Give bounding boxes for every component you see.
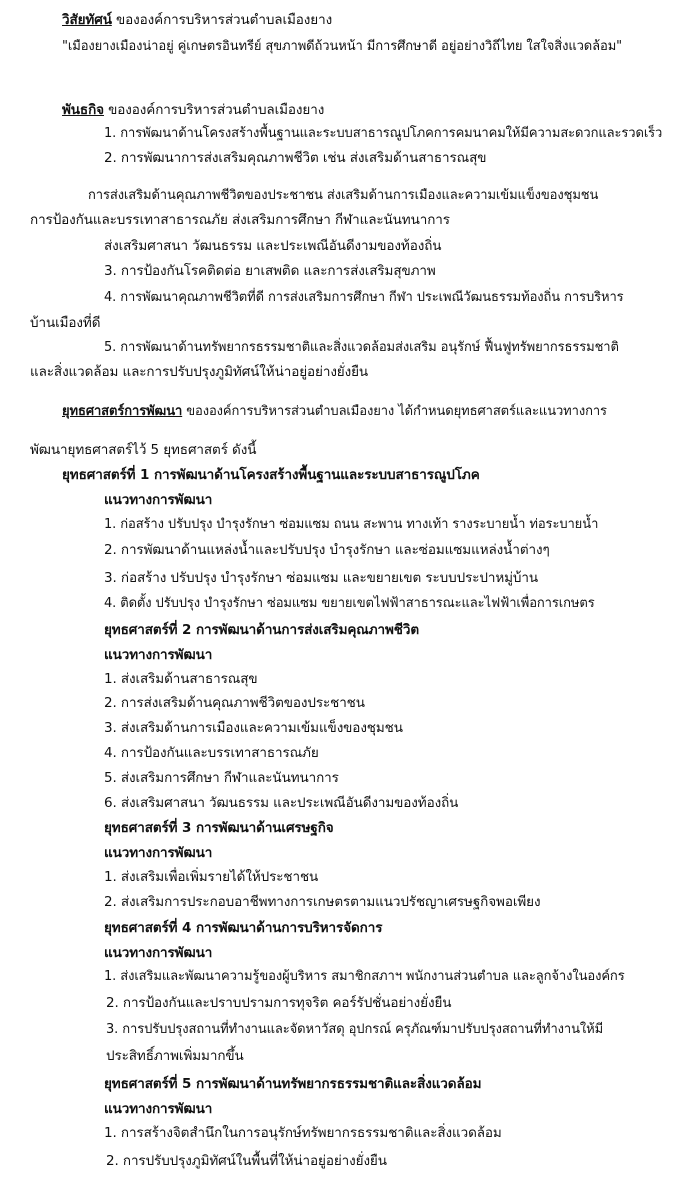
strategy-1-title: ยุทธศาสตร์ที่ 1 การพัฒนาด้านโครงสร้างพื้นฐานและระบบสาธารณูปโภค — [62, 467, 480, 483]
vision-statement: "เมืองยางเมืองน่าอยู่ คู่เกษตรอินทรีย์ สุขภาพดีถ้วนหน้า มีการศึกษาดี อยู่อย่างวิถีไทย ใสใจสิ่งแวดล้อม" — [62, 39, 623, 54]
strategy-5-item: 2. การปรับปรุงภูมิทัศน์ในพื้นที่ให้น่าอยู่อย่างยั่งยืน — [106, 1153, 387, 1169]
vision-header — [62, 10, 332, 30]
strategy-intro-line2: พัฒนายุทธศาสตร์ไว้ 5 ยุทธศาสตร์ ดังนี้ — [30, 442, 257, 458]
strategy-3-title: ยุทธศาสตร์ที่ 3 การพัฒนาด้านเศรษฐกิจ — [104, 820, 334, 836]
mission-line: 3. การป้องกันโรคติดต่อ ยาเสพติด และการส่งเสริมสุขภาพ — [104, 263, 436, 279]
strategy-heading: ยุทธศาสตร์การพัฒนา — [62, 404, 183, 419]
mission-org: ขององค์การบริหารส่วนตำบลเมืองยาง — [103, 102, 325, 118]
strategy-2-item: 1. ส่งเสริมด้านสาธารณสุข — [104, 671, 258, 687]
mission-line: 5. การพัฒนาด้านทรัพยากรธรรมชาติและสิ่งแวดล้อมส่งเสริม อนุรักษ์ ฟื้นฟูทรัพยากรธรรมชาติ — [104, 340, 619, 355]
strategy-4-title: ยุทธศาสตร์ที่ 4 การพัฒนาด้านการบริหารจัดการ — [104, 920, 383, 936]
strategy-3-item: 1. ส่งเสริมเพื่อเพิ่มรายได้ให้ประชาชน — [104, 869, 319, 885]
strategy-2-item: 5. ส่งเสริมการศึกษา กีฬาและนันทนาการ — [104, 770, 339, 786]
mission-line: และสิ่งแวดล้อม และการปรับปรุงภูมิทัศน์ให้น่าอยู่อย่างยั่งยืน — [30, 364, 369, 380]
strategy-1-item: 3. ก่อสร้าง ปรับปรุง บำรุงรักษา ซ่อมแซม และขยายเขต ระบบประปาหมู่บ้าน — [104, 570, 539, 586]
mission-line: 1. การพัฒนาด้านโครงสร้างพื้นฐานและระบบสาธารณูปโภคการคมนาคมให้มีความสะดวกและรวดเร็ว — [104, 126, 663, 141]
mission-line: 2. การพัฒนาการส่งเสริมคุณภาพชีวิต เช่น ส่งเสริมด้านสาธารณสุข — [104, 150, 487, 166]
strategy-2-title: ยุทธศาสตร์ที่ 2 การพัฒนาด้านการส่งเสริมคุณภาพชีวิต — [104, 622, 420, 638]
strategy-5-title: ยุทธศาสตร์ที่ 5 การพัฒนาด้านทรัพยากรธรรมชาติและสิ่งแวดล้อม — [104, 1076, 482, 1092]
mission-line: การป้องกันและบรรเทาสาธารณภัย ส่งเสริมการศึกษา กีฬาและนันทนาการ — [30, 212, 450, 228]
strategy-4-approach: แนวทางการพัฒนา — [104, 945, 213, 961]
strategy-1-approach: แนวทางการพัฒนา — [104, 492, 213, 508]
strategy-2-item: 4. การป้องกันและบรรเทาสาธารณภัย — [104, 745, 319, 761]
strategy-5-approach: แนวทางการพัฒนา — [104, 1101, 213, 1117]
strategy-4-item: ประสิทธิ์ภาพเพิ่มมากขึ้น — [106, 1048, 244, 1064]
vision-org: ขององค์การบริหารส่วนตำบลเมืองยาง — [111, 12, 333, 28]
mission-line: 4. การพัฒนาคุณภาพชีวิตที่ดี การส่งเสริมการศึกษา กีฬา ประเพณีวัฒนธรรมท้องถิ่น การบริหาร — [104, 290, 624, 305]
strategy-2-item: 2. การส่งเสริมด้านคุณภาพชีวิตของประชาชน — [104, 695, 365, 711]
strategy-2-item: 6. ส่งเสริมศาสนา วัฒนธรรม และประเพณีอันดีงามของท้องถิ่น — [104, 795, 459, 811]
strategy-3-item: 2. ส่งเสริมการประกอบอาชีพทางการเกษตรตามแนวปรัชญาเศรษฐกิจพอเพียง — [104, 894, 541, 910]
strategy-2-approach: แนวทางการพัฒนา — [104, 647, 213, 663]
strategy-5-item: 1. การสร้างจิตสำนึกในการอนุรักษ์ทรัพยากรธรรมชาติและสิ่งแวดล้อม — [104, 1125, 502, 1141]
strategy-4-item: 1. ส่งเสริมและพัฒนาความรู้ของผู้บริหาร สมาชิกสภาฯ พนักงานส่วนตำบล และลูกจ้างในองค์กร — [104, 969, 625, 984]
strategy-4-item: 2. การป้องกันและปราบปรามการทุจริต คอร์รัปชั่นอย่างยั่งยืน — [106, 995, 452, 1011]
strategy-1-item: 1. ก่อสร้าง ปรับปรุง บำรุงรักษา ซ่อมแซม ถนน สะพาน ทางเท้า รางระบายน้ำ ท่อระบายน้ำ — [104, 517, 599, 532]
mission-line: ส่งเสริมศาสนา วัฒนธรรม และประเพณีอันดีงามของท้องถิ่น — [104, 238, 442, 254]
mission-line: การส่งเสริมด้านคุณภาพชีวิตของประชาชน ส่งเสริมด้านการเมืองและความเข้มแข็งของชุมชน — [88, 188, 599, 203]
strategy-intro-text: ขององค์การบริหารส่วนตำบลเมืองยาง ได้กำหนดยุทธศาสตร์และแนวทางการ — [182, 404, 607, 419]
mission-line: บ้านเมืองที่ดี — [30, 315, 101, 331]
strategy-1-item: 4. ติดตั้ง ปรับปรุง บำรุงรักษา ซ่อมแซม ขยายเขตไฟฟ้าสาธารณะและไฟฟ้าเพื่อการเกษตร — [104, 596, 595, 611]
mission-heading: พันธกิจ — [62, 102, 104, 118]
strategy-2-item: 3. ส่งเสริมด้านการเมืองและความเข้มแข็งของชุมชน — [104, 720, 403, 736]
mission-header — [62, 100, 324, 120]
strategy-1-item: 2. การพัฒนาด้านแหล่งน้ำและปรับปรุง บำรุงรักษา และซ่อมแซมแหล่งน้ำต่างๆ — [104, 542, 550, 558]
strategy-3-approach: แนวทางการพัฒนา — [104, 845, 213, 861]
vision-heading: วิสัยทัศน์ — [62, 12, 112, 28]
strategy-4-item: 3. การปรับปรุงสถานที่ทำงานและจัดหาวัสดุ อุปกรณ์ ครุภัณฑ์มาปรับปรุงสถานที่ทำงานให้มี — [106, 1022, 604, 1037]
strategy-intro — [62, 402, 607, 422]
